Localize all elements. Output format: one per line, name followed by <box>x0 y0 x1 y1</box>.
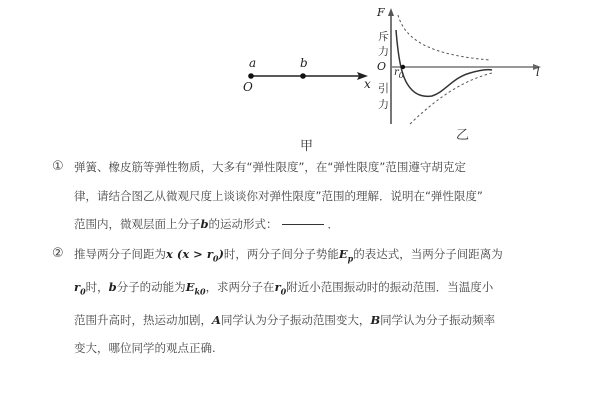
answer-blank[interactable] <box>282 224 324 225</box>
point-b <box>300 73 306 79</box>
attraction-label-1: 引 <box>378 82 389 95</box>
question-2-number: ② <box>52 246 64 261</box>
point-a <box>248 73 254 79</box>
question-1-number: ① <box>52 159 64 174</box>
q2-line-4: 变大，哪位同学的观点正确. <box>74 341 216 356</box>
origin-label-jia: O <box>243 80 253 94</box>
figure-jia <box>248 72 368 80</box>
figure-jia-caption: 甲 <box>300 139 314 154</box>
q2-line-3: 范围升高时，热运动加剧，A同学认为分子振动范围变大，B同学认为分子振动频率 <box>74 312 496 327</box>
f-axis-arrow-icon <box>388 8 394 16</box>
figure-yi <box>388 8 541 124</box>
question-1 <box>52 153 592 239</box>
origin-label-yi: O <box>377 60 387 73</box>
attraction-label-2: 力 <box>378 98 389 111</box>
figure-yi-caption: 乙 <box>456 128 470 143</box>
q2-line-2: $r_0$时，b分子的动能为$E_{k0}$，求两分子在$r_0$附近小范围振动时的振动范围．当温度小 <box>74 279 494 297</box>
point-a-label: a <box>249 56 257 70</box>
f-axis-label: F <box>377 6 385 19</box>
r0-label: $r_0$ <box>394 67 404 80</box>
q1-line-3: 范围内，微观层面上分子b的运动形式： ． <box>74 217 340 231</box>
point-b-label: b <box>300 56 308 70</box>
q2-line-1: 推导两分子间距为x $(x > r_0)$时，两分子间分子势能$E_p$的表达式，当两分子间距离为 <box>74 247 503 264</box>
x-axis-label: x <box>364 77 371 91</box>
q1-line-2: 律，请结合图乙从微观尺度上谈谈你对弹性限度”范围的理解．说明在“弹性限度” <box>74 188 483 203</box>
repulsion-label-2: 力 <box>378 45 389 58</box>
q1-line-1: 弹簧、橡皮筋等弹性物质，大多有“弹性限度”，在“弹性限度”范围遵守胡克定 <box>74 160 466 174</box>
l-axis-label: l <box>536 66 540 79</box>
repulsion-label-1: 斥 <box>378 30 389 43</box>
question-2 <box>52 240 592 363</box>
